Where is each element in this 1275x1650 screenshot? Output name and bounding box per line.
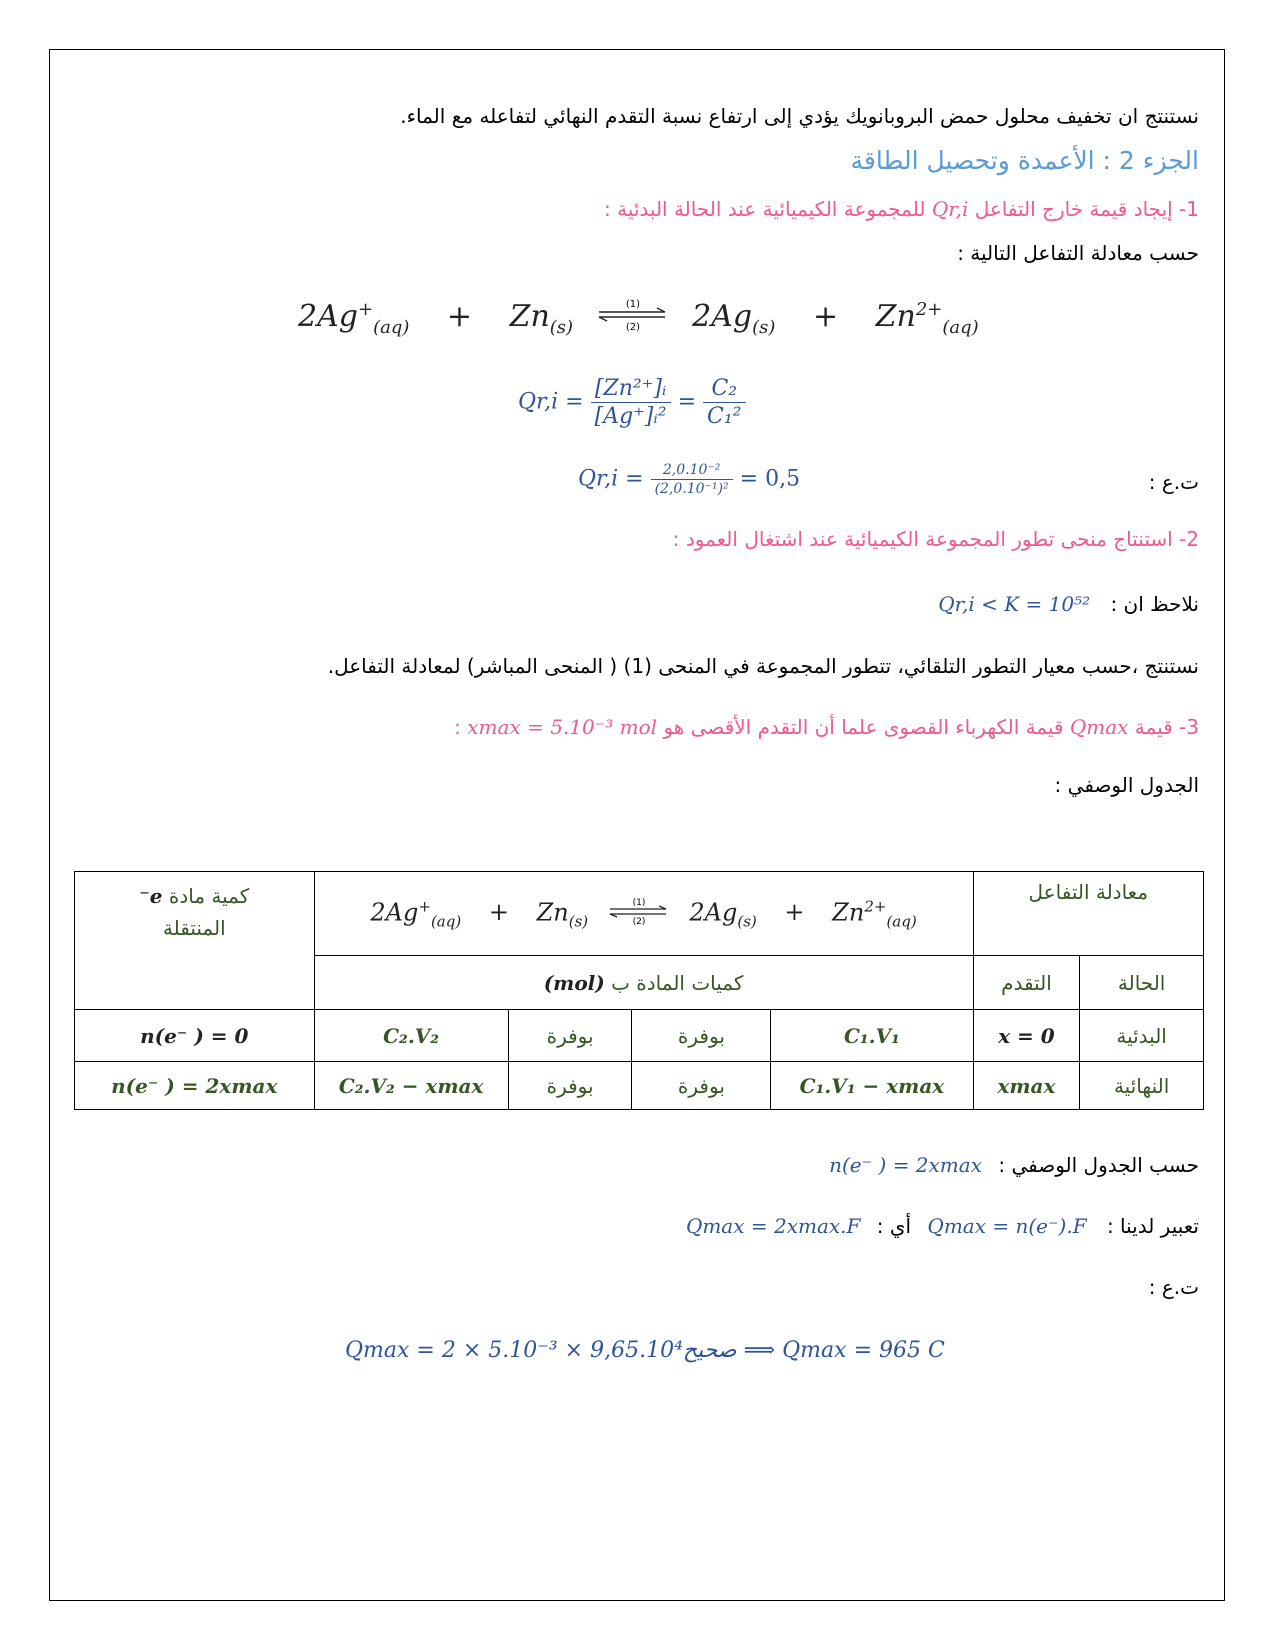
conclusion-paragraph: نستنتج ان تخفيف محلول حمض البروبانويك يؤدي إلى ارتفاع نسبة التقدم النهائي لتفاعله مع الماء.: [400, 104, 1199, 128]
zinc-state: (s): [549, 317, 574, 338]
table-zinc-charge: 2+: [864, 897, 887, 915]
arrow-forward-label: (1): [625, 299, 640, 310]
header-advance: التقدم: [973, 956, 1080, 1010]
question-3-suffix: :: [454, 715, 461, 739]
table-silver-state: (aq): [430, 911, 462, 930]
reactant-zinc: Zn: [509, 299, 550, 334]
section-title: الجزء 2 : الأعمدة وتحصيل الطاقة: [850, 146, 1199, 175]
row-initial-zinc-ion: C₂.V₂: [314, 1010, 508, 1062]
qri-c1-squared: C₁²: [707, 404, 742, 429]
table-product-zinc-ion: Zn: [832, 898, 865, 926]
table-arrow-backward-label: (2): [632, 916, 646, 926]
table-silver-solid-state: (s): [737, 911, 757, 930]
expression-that-is: أي :: [876, 1214, 912, 1238]
question-3: [454, 715, 1199, 739]
product-silver: 2Ag: [692, 299, 753, 334]
table-intro: الجدول الوصفي :: [1054, 773, 1199, 797]
header-quantities-unit: (mol): [543, 970, 605, 995]
qri-denominator: [Ag⁺]ᵢ²: [594, 404, 667, 429]
expression-line: [686, 1214, 1199, 1238]
header-reaction-equation: معادلة التفاعل: [973, 872, 1203, 956]
page-border: [49, 49, 1225, 1601]
row-initial-state: البدئية: [1080, 1010, 1204, 1062]
zinc-charge: 2+: [915, 299, 943, 320]
equilibrium-arrows-icon: [593, 296, 673, 340]
table-row: [75, 1062, 1204, 1110]
qri-equals: =: [677, 389, 697, 415]
plus-sign: +: [446, 299, 473, 334]
table-row: [75, 1010, 1204, 1062]
header-electrons: [75, 872, 315, 1010]
qmax-symbol: Qmax: [1069, 715, 1129, 739]
header-electrons-line2: المنتقلة: [162, 916, 226, 940]
observation-text: نلاحظ ان :: [1110, 592, 1199, 616]
qmax-formula-2: Qmax = 2xmax.F: [685, 1214, 861, 1238]
table-reaction-equation: [314, 872, 973, 956]
qri-numeric: [578, 462, 800, 497]
reactant-silver: 2Ag: [298, 299, 358, 334]
silver-solid-state: (s): [752, 317, 776, 338]
row-final-silver-solid: بوفرة: [508, 1062, 632, 1110]
row-initial-advance: x = 0: [973, 1010, 1080, 1062]
question-2: 2- استنتاج منحى تطور المجموعة الكيميائية عند اشتغال العمود :: [672, 527, 1199, 551]
table-product-silver: 2Ag: [689, 898, 738, 926]
qri-numeric-lhs: Qr,i =: [578, 466, 644, 492]
progress-table: [74, 871, 1204, 1110]
row-final-electrons: n(e⁻ ) = 2xmax: [75, 1062, 315, 1110]
question-1-suffix: للمجموعة الكيميائية عند الحالة البدئية :: [604, 197, 926, 221]
silver-charge: +: [357, 299, 374, 320]
header-state: الحالة: [1080, 956, 1204, 1010]
header-electrons-line1: كمية مادة: [168, 884, 250, 908]
table-plus-sign-2: +: [784, 898, 805, 926]
table-zinc-state: (s): [568, 911, 589, 930]
xmax-value: xmax = 5.10⁻³ mol: [467, 715, 658, 739]
final-result-formula: Qmax = 2 × 5.10⁻³ × صحيح9,65.10⁴ ⟹ Qmax = 965 C: [345, 1338, 945, 1363]
according-table: [829, 1153, 1199, 1177]
row-final-silver: C₁.V₁ − xmax: [771, 1062, 973, 1110]
table-arrow-forward-label: (1): [632, 897, 646, 908]
qri-lhs: Qr,i =: [518, 389, 584, 415]
question-1-prefix: 1- إيجاد قيمة خارج التفاعل: [974, 197, 1199, 221]
qri-numerator: [Zn²⁺]ᵢ: [591, 376, 671, 403]
row-final-advance: xmax: [973, 1062, 1080, 1110]
reaction-equation: [298, 296, 979, 340]
qri-formula: [518, 376, 746, 429]
qri-numeric-result: = 0,5: [739, 466, 801, 492]
header-quantities: [314, 956, 973, 1010]
table-zinc-ion-state: (aq): [886, 911, 917, 930]
electrons-formula: n(e⁻ ) = 2xmax: [829, 1153, 982, 1177]
row-initial-zinc: بوفرة: [632, 1010, 771, 1062]
row-initial-silver: C₁.V₁: [771, 1010, 973, 1062]
qmax-formula-1: Qmax = n(e⁻).F: [927, 1214, 1087, 1238]
table-silver-charge: +: [418, 897, 431, 915]
numeric-label: ت.ع :: [1148, 470, 1199, 494]
row-final-state: النهائية: [1080, 1062, 1204, 1110]
arrow-backward-label: (2): [625, 322, 640, 332]
row-initial-silver-solid: بوفرة: [508, 1010, 632, 1062]
evolution-conclusion: نستنتج ،حسب معيار التطور التلقائي، تتطور المجموعة في المنحى (1) ( المنحى المباشر) لمعادلة التفاعل.: [327, 654, 1199, 678]
plus-sign-2: +: [812, 299, 839, 334]
question-3-prefix: 3- قيمة: [1134, 715, 1199, 739]
qri-symbol: Qr,i: [931, 197, 969, 221]
header-quantities-text: كميات المادة ب: [611, 970, 744, 995]
observation-formula: Qr,i < K = 10⁵²: [938, 592, 1091, 616]
row-final-zinc: بوفرة: [632, 1062, 771, 1110]
expression-text: تعبير لدينا :: [1106, 1214, 1199, 1238]
row-initial-electrons: n(e⁻ ) = 0: [75, 1010, 315, 1062]
observation: [938, 592, 1199, 616]
silver-state: (aq): [373, 317, 410, 338]
qri-numeric-numerator: 2,0.10⁻²: [651, 462, 733, 480]
zinc-ion-state: (aq): [942, 317, 979, 338]
numeric-label-2: ت.ع :: [1148, 1275, 1199, 1299]
question-1: [604, 197, 1199, 221]
row-final-zinc-ion: C₂.V₂ − xmax: [314, 1062, 508, 1110]
qri-numeric-denominator: (2,0.10⁻¹)²: [654, 481, 729, 497]
table-plus-sign: +: [488, 898, 509, 926]
qri-c2: C₂: [703, 376, 745, 403]
question-3-middle: قيمة الكهرباء القصوى علما أن التقدم الأقصى هو: [663, 715, 1064, 739]
table-reactant-zinc: Zn: [536, 898, 569, 926]
reaction-intro: حسب معادلة التفاعل التالية :: [957, 241, 1199, 265]
product-zinc-ion: Zn: [875, 299, 916, 334]
according-table-text: حسب الجدول الوصفي :: [998, 1153, 1199, 1177]
table-equilibrium-arrows-icon: [606, 896, 672, 932]
table-reactant-silver: 2Ag: [370, 898, 419, 926]
electron-symbol: e⁻: [139, 884, 163, 908]
